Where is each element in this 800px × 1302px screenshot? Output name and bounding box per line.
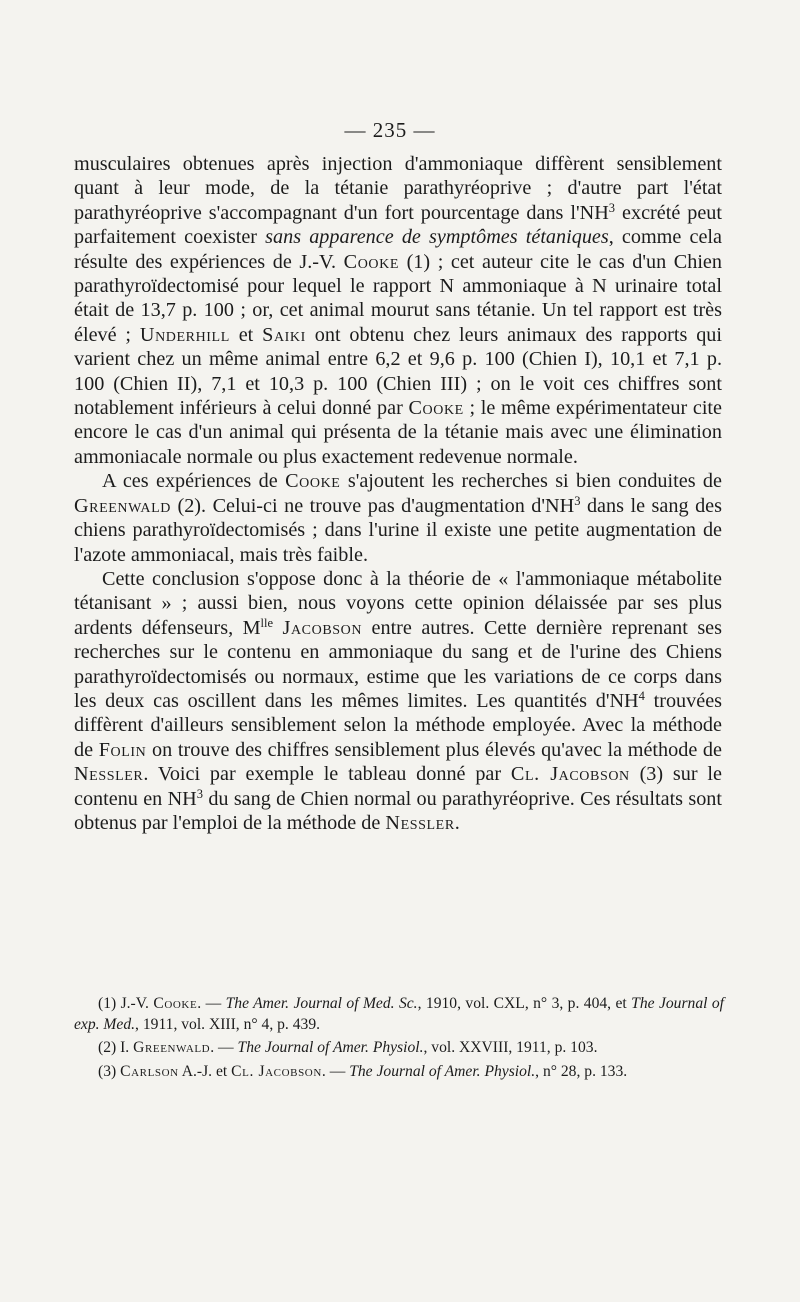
journal-title: The Journal of Amer. Physiol. bbox=[237, 1039, 424, 1057]
author-name: Folin bbox=[98, 738, 147, 761]
author-name: Greenwald bbox=[133, 1039, 211, 1057]
text-run: . — bbox=[321, 1062, 350, 1080]
paragraph-1 bbox=[74, 152, 722, 469]
text-run: (2). Celui-ci ne trouve pas d'augmentation d'NH bbox=[170, 494, 575, 517]
text-run: (2) I. bbox=[98, 1039, 134, 1057]
text-run: , vol. XXVIII, 1911, p. 103. bbox=[423, 1039, 598, 1057]
text-run: on trouve des chiffres sensiblement plus élevés qu'avec la méthode de bbox=[146, 738, 722, 761]
text-run: A.-J. et bbox=[178, 1062, 232, 1080]
footnote-3 bbox=[74, 1062, 724, 1083]
author-name: Carlson bbox=[120, 1062, 179, 1080]
author-name: Cooke bbox=[343, 250, 399, 273]
superscript: 3 bbox=[574, 493, 581, 508]
superscript: 3 bbox=[608, 200, 616, 215]
journal-title: The Journal of Amer. Physiol. bbox=[349, 1062, 536, 1080]
text-run: dans le sang des chiens parathyroïdectomisés ; dans l'urine il existe une petite augmentation de l'azote ammoniacal, mais très faible. bbox=[74, 494, 722, 566]
author-name: Cooke bbox=[285, 470, 341, 493]
paragraph-2 bbox=[74, 469, 722, 567]
text-run: musculaires obtenues après injection d'ammoniaque diffèrent sensiblement quant à leur mode, de la tétanie parathyréoprive ; d'autre part l'état parathyréoprive s'accompagnant d'un fort pourcentage dans l'NH bbox=[74, 153, 722, 224]
paragraph-3 bbox=[74, 567, 722, 835]
text-run: du sang de Chien normal ou parathyréoprive. Ces résultats sont obtenus par l'emploi de la méthode de bbox=[74, 787, 722, 834]
author-name: Cooke bbox=[153, 995, 198, 1012]
text-run: . Voici par exemple le tableau donné par bbox=[143, 763, 511, 786]
text-run: trouvées diffèrent d'ailleurs sensiblement selon la méthode employée. Avec la méthode de bbox=[74, 689, 723, 761]
author-name: Jacobson bbox=[282, 616, 363, 639]
journal-title: The Journal of exp. Med. bbox=[74, 995, 725, 1033]
author-name: Nessler bbox=[385, 811, 455, 834]
text-run: et bbox=[229, 323, 263, 346]
text-run: (1) ; cet auteur cite le cas d'un Chien parathyroïdectomisé pour lequel le rapport N ammoniaque à N urinaire total était de 13,7 p. 100 ; or, cet animal mourut sans tétanie. Un tel rapport est très élevé ; bbox=[74, 250, 722, 346]
text-run: excrété peut parfaitement coexister bbox=[74, 201, 722, 249]
text-run: ont obtenu chez leurs animaux des rapports qui varient chez un même animal entre 6,2 et 9,6 p. 100 (Chien I), 10,1 et 7,1 p. 100 (Chien II), 7,1 et 10,3 p. 100 (Chien III) ; on le voit ces chiffres sont notablement inférieurs à celui donné par bbox=[74, 323, 722, 420]
superscript: lle bbox=[260, 615, 274, 630]
text-run: , 1911, vol. XIII, n° 4, p. 439. bbox=[135, 1015, 321, 1033]
page-number: — 235 — bbox=[344, 118, 436, 142]
italic-phrase: sans apparence de symptômes tétaniques bbox=[265, 226, 609, 249]
main-text bbox=[74, 152, 722, 835]
text-run: , comme cela résulte des expériences de J.-V. bbox=[74, 226, 722, 273]
author-name: Underhill bbox=[139, 323, 230, 346]
text-run: , n° 28, p. 133. bbox=[535, 1062, 628, 1080]
text-run bbox=[273, 617, 282, 639]
superscript: 4 bbox=[638, 689, 645, 704]
author-name: Cl. Jacobson bbox=[231, 1062, 322, 1080]
author-name: Nessler bbox=[74, 763, 144, 786]
text-run: (3) sur le contenu en NH bbox=[74, 763, 722, 810]
text-run: s'ajoutent les recherches si bien conduites de bbox=[340, 470, 722, 493]
author-name: Cooke bbox=[408, 397, 464, 420]
superscript: 3 bbox=[196, 786, 204, 801]
footnote-2 bbox=[74, 1038, 724, 1059]
text-run: A ces expériences de bbox=[102, 470, 286, 493]
text-run: . bbox=[454, 811, 460, 834]
footnote-1 bbox=[74, 994, 724, 1035]
journal-title: The Amer. Journal of Med. Sc. bbox=[225, 995, 418, 1012]
author-name: Cl. Jacobson bbox=[510, 763, 630, 786]
text-run: . — bbox=[197, 995, 226, 1012]
text-run: . — bbox=[210, 1039, 238, 1057]
text-run: , 1910, vol. CXL, n° 3, p. 404, et bbox=[417, 995, 632, 1012]
text-run: ; le même expérimentateur cite encore le cas d'un animal qui présenta de la tétanie mais avec une élimination ammoniacale normale ou plus exactement redevenue normale. bbox=[74, 397, 723, 468]
text-run: entre autres. Cette dernière reprenant ses recherches sur le contenu en ammoniaque du sang et de l'urine des Chiens parathyroïdectomisés ou normaux, estime que les variations de ce corps dans les deux cas oscillent dans les mêmes limites. Les quantités d'NH bbox=[74, 616, 722, 712]
author-name: Greenwald bbox=[74, 494, 171, 517]
author-name: Saiki bbox=[262, 323, 306, 346]
text-run: Cette conclusion s'oppose donc à la théorie de « l'ammoniaque métabolite tétanisant » ; aussi bien, nous voyons cette opinion délaissée par ses plus ardents défenseurs, M bbox=[74, 567, 722, 639]
text-run: (1) J.-V. bbox=[98, 995, 154, 1012]
footnotes bbox=[74, 994, 724, 1085]
text-run: (3) bbox=[98, 1062, 121, 1080]
